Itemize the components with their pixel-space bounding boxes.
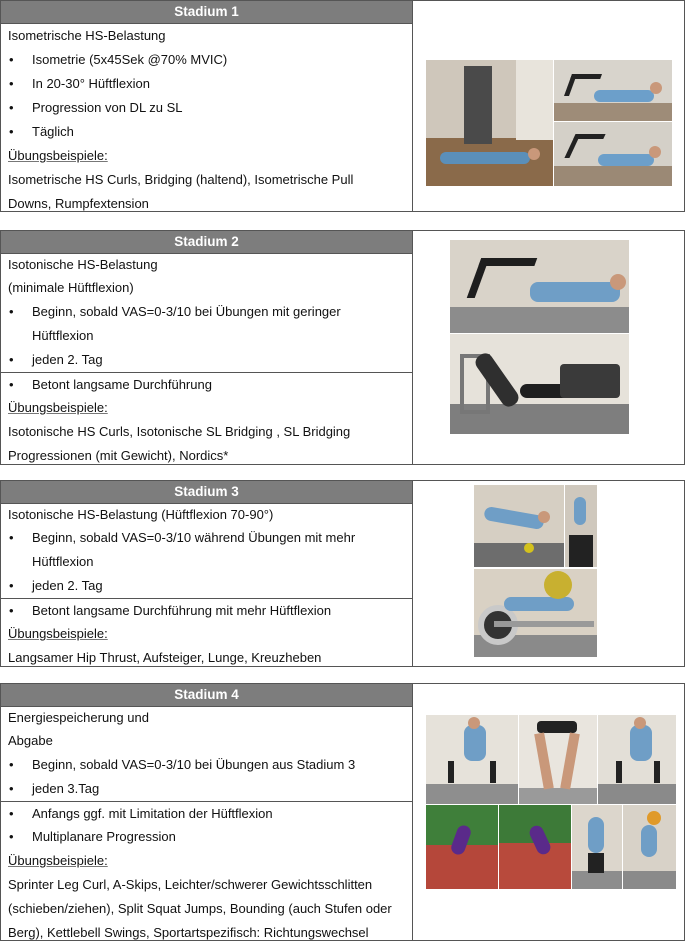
stage-2-bullet [1, 348, 412, 372]
stage-4-bullet [1, 801, 412, 825]
stage-2-bullet-continuation: Hüftflexion [32, 328, 94, 343]
stage-3-bullet-continuation: Hüftflexion [32, 554, 94, 569]
bullet-dot: • [9, 829, 14, 844]
stage-1-bullet [1, 48, 412, 72]
stage-4-photo-kettlebell-1 [572, 805, 622, 889]
stage-4-line: (schieben/ziehen), Split Squat Jumps, Bounding (auch Stufen oder [8, 901, 392, 916]
stage-1-photo-bridge-top [554, 60, 672, 121]
bullet-dot: • [9, 781, 14, 796]
bullet-dot: • [9, 578, 14, 593]
bullet-dot: • [9, 806, 14, 821]
stage-4-block [0, 683, 685, 941]
stage-4-image-cell [413, 684, 684, 940]
stage-3-line: Langsamer Hip Thrust, Aufsteiger, Lunge, Kreuzheben [8, 650, 322, 665]
stage-1-bullet [1, 72, 412, 96]
stage-3-image-cell [413, 481, 684, 666]
stage-2-block [0, 230, 685, 465]
stage-2-text-column [1, 231, 413, 464]
bullet-text: Beginn, sobald VAS=0-3/10 bei Übungen aus Stadium 3 [32, 757, 356, 772]
bullet-text: jeden 3.Tag [32, 781, 100, 796]
stage-3-photo-single-leg-deadlift [474, 485, 564, 567]
stage-4-photo-split-squat-1 [426, 715, 518, 804]
bullet-text: Beginn, sobald VAS=0-3/10 bei Übungen mit geringer [32, 304, 341, 319]
stage-2-examples-heading [1, 396, 412, 420]
stage-1-image-cell [413, 1, 684, 211]
bullet-text: Betont langsame Durchführung mit mehr Hüftflexion [32, 603, 332, 618]
stage-3-bullet [1, 526, 412, 550]
stage-2-line: Isotonische HS Curls, Isotonische SL Bridging , SL Bridging [8, 424, 351, 439]
stage-4-photo-track-1 [426, 805, 498, 889]
stage-1-photo-bridge-bottom [554, 122, 672, 186]
stage-3-header: Stadium 3 [1, 481, 412, 504]
bullet-text: Isometrie (5x45Sek @70% MVIC) [32, 52, 228, 67]
stage-2-photo-bridge [450, 240, 629, 333]
stage-3-bullet [1, 598, 412, 622]
stage-4-photo-track-2 [499, 805, 571, 889]
bullet-dot: • [9, 100, 14, 115]
stage-3-text-column [1, 481, 413, 666]
examples-heading-text: Übungsbeispiele: [8, 400, 108, 415]
examples-heading-text: Übungsbeispiele: [8, 148, 108, 163]
stage-1-line: Isometrische HS Curls, Bridging (haltend), Isometrische Pull [8, 172, 354, 187]
stage-1-line: Isometrische HS-Belastung [8, 28, 166, 43]
bullet-dot: • [9, 52, 14, 67]
stage-1-bullet [1, 96, 412, 120]
bullet-text: Betont langsame Durchführung [32, 377, 212, 392]
bullet-text: Beginn, sobald VAS=0-3/10 während Übungen mit mehr [32, 530, 356, 545]
stage-2-bullet [1, 300, 412, 324]
bullet-dot: • [9, 304, 14, 319]
stage-1-line: Downs, Rumpfextension [8, 196, 149, 211]
stage-1-block [0, 0, 685, 212]
stage-4-bullet [1, 777, 412, 801]
stage-2-line: (minimale Hüftflexion) [8, 280, 134, 295]
bullet-dot: • [9, 757, 14, 772]
stage-4-photo-split-squat-2 [519, 715, 597, 804]
bullet-dot: • [9, 603, 14, 618]
stage-1-bullet [1, 120, 412, 144]
bullet-text: jeden 2. Tag [32, 352, 103, 367]
bullet-text: In 20-30° Hüftflexion [32, 76, 150, 91]
examples-heading-text: Übungsbeispiele: [8, 626, 108, 641]
stage-4-line: Abgabe [8, 733, 53, 748]
stage-4-line: Energiespeicherung und [8, 710, 149, 725]
stage-2-header: Stadium 2 [1, 231, 412, 254]
stage-3-photo-step-up [565, 485, 597, 567]
stage-1-examples-heading [1, 144, 412, 168]
stage-4-line: Berg), Kettlebell Swings, Sportartspezifisch: Richtungswechsel [8, 925, 369, 940]
stage-2-image-cell [413, 231, 684, 464]
stage-2-photo-nordic [450, 334, 629, 434]
stage-2-line: Progressionen (mit Gewicht), Nordics* [8, 448, 229, 463]
bullet-text: Progression von DL zu SL [32, 100, 183, 115]
stage-4-line: Sprinter Leg Curl, A-Skips, Leichter/schwerer Gewichtsschlitten [8, 877, 373, 892]
stage-4-header: Stadium 4 [1, 684, 412, 707]
stage-3-line: Isotonische HS-Belastung (Hüftflexion 70-90°) [8, 507, 274, 522]
bullet-text: Täglich [32, 124, 74, 139]
bullet-dot: • [9, 377, 14, 392]
stage-4-text-column [1, 684, 413, 940]
stage-2-bullet [1, 372, 412, 396]
stage-3-block [0, 480, 685, 667]
stage-4-photo-kettlebell-2 [623, 805, 676, 889]
bullet-text: Multiplanare Progression [32, 829, 176, 844]
stage-1-text-column [1, 1, 413, 211]
bullet-dot: • [9, 352, 14, 367]
bullet-text: jeden 2. Tag [32, 578, 103, 593]
stage-1-photo-gym [426, 60, 553, 186]
bullet-text: Anfangs ggf. mit Limitation der Hüftflexion [32, 806, 273, 821]
examples-heading-text: Übungsbeispiele: [8, 853, 108, 868]
stage-4-bullet [1, 825, 412, 849]
bullet-dot: • [9, 530, 14, 545]
stage-1-header: Stadium 1 [1, 1, 412, 24]
stage-3-bullet [1, 574, 412, 598]
stage-3-examples-heading [1, 622, 412, 646]
stage-3-photo-hip-thrust [474, 569, 597, 657]
stage-4-photo-split-squat-3 [598, 715, 676, 804]
bullet-dot: • [9, 76, 14, 91]
stage-4-bullet [1, 753, 412, 777]
stage-2-line: Isotonische HS-Belastung [8, 257, 158, 272]
stage-4-examples-heading [1, 849, 412, 873]
bullet-dot: • [9, 124, 14, 139]
